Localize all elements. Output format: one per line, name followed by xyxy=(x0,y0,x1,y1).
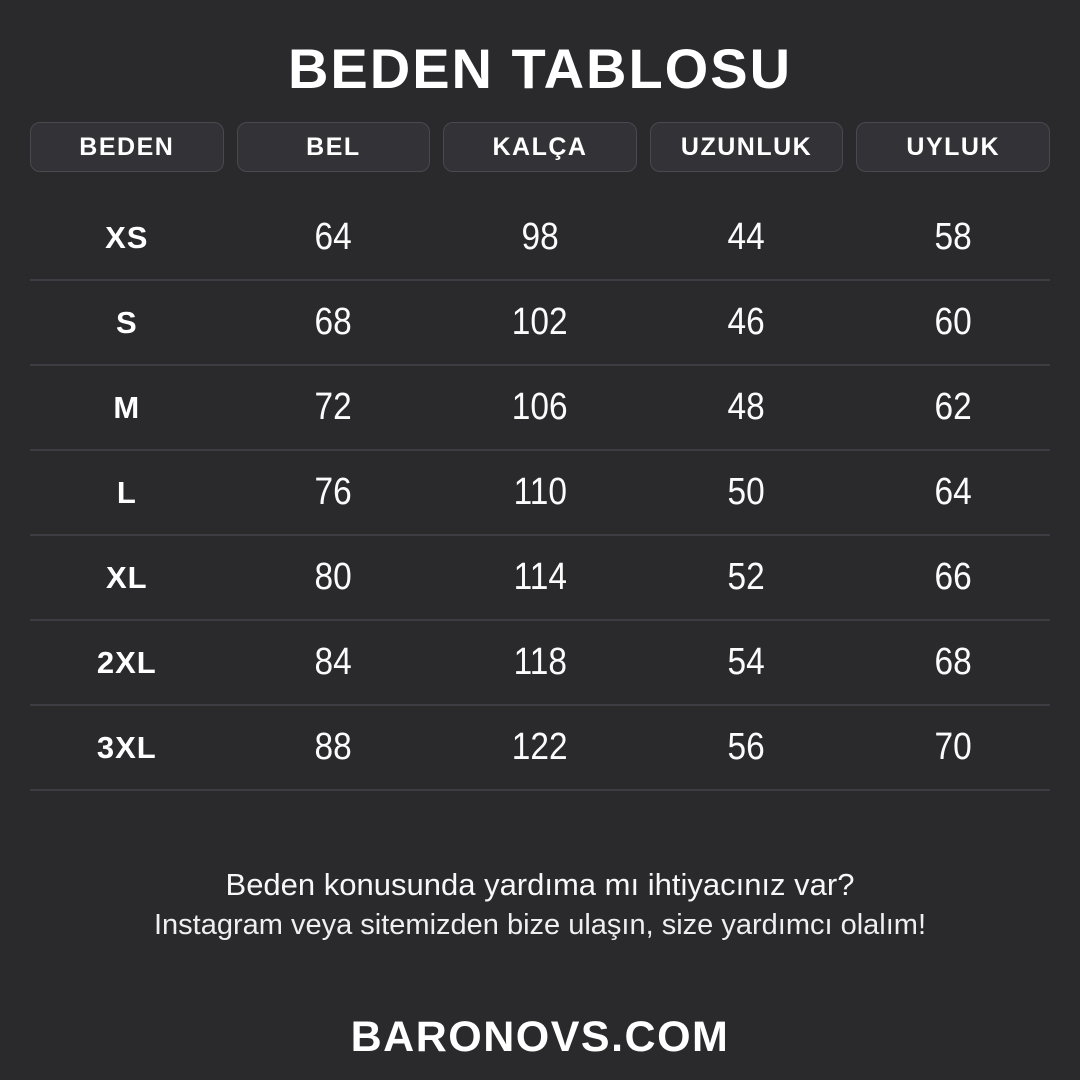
measurement-value: 48 xyxy=(727,386,766,428)
measurement-value: 80 xyxy=(314,556,352,598)
measurement-value: 98 xyxy=(521,216,559,258)
measurement-value: 60 xyxy=(934,301,972,343)
column-header-uzunluk: UZUNLUK xyxy=(650,122,844,172)
size-label: 3XL xyxy=(96,729,157,765)
website-label: BARONOVS.COM xyxy=(350,1013,730,1061)
table-row-xl xyxy=(30,536,1050,621)
measurement-value: 66 xyxy=(934,556,972,598)
size-label: M xyxy=(113,389,141,425)
measurement-value: 52 xyxy=(727,556,766,598)
size-label: 2XL xyxy=(96,644,157,680)
measurement-value: 54 xyxy=(727,641,766,683)
help-text-line1: Beden konusunda yardıma mı ihtiyacınız var? xyxy=(225,867,855,902)
measurement-value: 68 xyxy=(314,301,352,343)
table-header-row xyxy=(30,122,1050,172)
column-header-beden: BEDEN xyxy=(30,122,224,172)
column-header-uyluk: UYLUK xyxy=(856,122,1050,172)
measurement-value: 84 xyxy=(314,641,352,683)
table-row-3xl xyxy=(30,706,1050,791)
column-header-bel: BEL xyxy=(237,122,431,172)
measurement-value: 106 xyxy=(512,386,568,428)
page-title: BEDEN TABLOSU xyxy=(287,37,793,100)
measurement-value: 114 xyxy=(513,556,567,598)
table-row-m xyxy=(30,366,1050,451)
measurement-value: 72 xyxy=(314,386,352,428)
measurement-value: 64 xyxy=(314,216,352,258)
table-row-s xyxy=(30,281,1050,366)
measurement-value: 64 xyxy=(934,471,972,513)
measurement-value: 110 xyxy=(513,471,567,513)
size-label: S xyxy=(115,304,138,340)
measurement-value: 58 xyxy=(934,216,972,258)
measurement-value: 118 xyxy=(513,641,567,683)
measurement-value: 46 xyxy=(727,301,766,343)
help-text-line2: Instagram veya sitemizden bize ulaşın, size yardımcı olalım! xyxy=(153,909,927,941)
table-row-xs xyxy=(30,196,1050,281)
size-label: XS xyxy=(105,219,149,255)
measurement-value: 62 xyxy=(934,386,972,428)
table-body xyxy=(30,196,1050,791)
table-row-2xl xyxy=(30,621,1050,706)
measurement-value: 50 xyxy=(727,471,766,513)
measurement-value: 88 xyxy=(314,726,352,768)
measurement-value: 68 xyxy=(934,641,972,683)
measurement-value: 70 xyxy=(934,726,972,768)
size-label: L xyxy=(116,474,137,510)
measurement-value: 122 xyxy=(512,726,568,768)
measurement-value: 76 xyxy=(314,471,352,513)
column-header-kalca: KALÇA xyxy=(443,122,637,172)
measurement-value: 44 xyxy=(727,216,766,258)
table-row-l xyxy=(30,451,1050,536)
size-label: XL xyxy=(105,559,148,595)
measurement-value: 56 xyxy=(727,726,766,768)
measurement-value: 102 xyxy=(512,301,568,343)
